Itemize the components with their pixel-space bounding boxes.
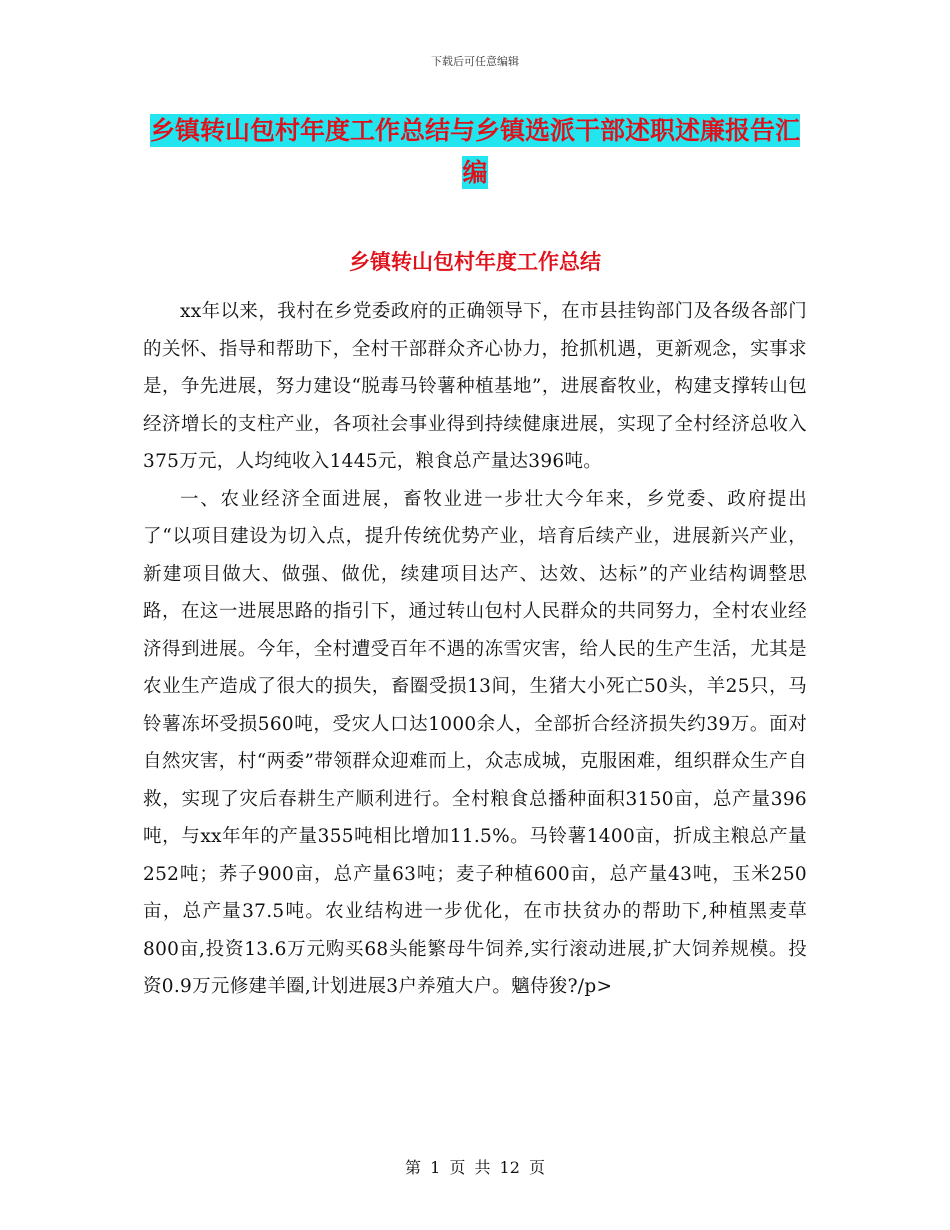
page-header: 下载后可任意编辑 <box>431 55 519 68</box>
section-title: 乡镇转山包村年度工作总结 <box>349 249 601 274</box>
document-body <box>143 293 807 1006</box>
body-paragraph: 一、农业经济全面进展，畜牧业进一步壮大今年来，乡党委、政府提出了“以项目建设为切入点，提升传统优势产业，培育后续产业，进展新兴产业，新建项目做大、做强、做优，续建项目达产、达效、达标”的产业结构调整思路，在这一进展思路的指引下，通过转山包村人民群众的共同努力，全村农业经济得到进展。今年，全村遭受百年不遇的冻雪灾害，给人民的生产生活，尤其是农业生产造成了很大的损失，畜圈受损13间，生猪大小死亡50头，羊25只，马铃薯冻坏受损560吨，受灾人口达1000余人，全部折合经济损失约39万。面对自然灾害，村“两委”带领群众迎难而上，众志成城，克服困难，组织群众生产自救，实现了灾后春耕生产顺利进行。全村粮食总播种面积3150亩，总产量396吨，与xx年年的产量355吨相比增加11.5%。马铃薯1400亩，折成主粮总产量252吨；荞子900亩，总产量63吨；麦子种植600亩，总产量43吨，玉米250亩，总产量37.5吨。农业结构进一步优化，在市扶贫办的帮助下,种植黑麦草800亩,投资13.6万元购买68头能繁母牛饲养,实行滚动进展,扩大饲养规模。投资0.9万元修建羊圈,计划进展3户养殖大户。魑侍狻?/p> <box>143 488 807 997</box>
body-paragraph: xx年以来，我村在乡党委政府的正确领导下，在市县挂钩部门及各级各部门的关怀、指导和帮助下，全村干部群众齐心协力，抢抓机遇，更新观念，实事求是，争先进展，努力建设“脱毒马铃薯种植基地”，进展畜牧业，构建支撑转山包经济增长的支柱产业，各项社会事业得到持续健康进展，实现了全村经济总收入375万元，人均纯收入1445元，粮食总产量达396吨。 <box>143 301 807 472</box>
page-footer: 第 1 页 共 12 页 <box>405 1158 545 1177</box>
document-title-text: 乡镇转山包村年度工作总结与乡镇选派干部述职述廉报告汇编 <box>149 116 800 187</box>
document-title <box>140 110 810 194</box>
